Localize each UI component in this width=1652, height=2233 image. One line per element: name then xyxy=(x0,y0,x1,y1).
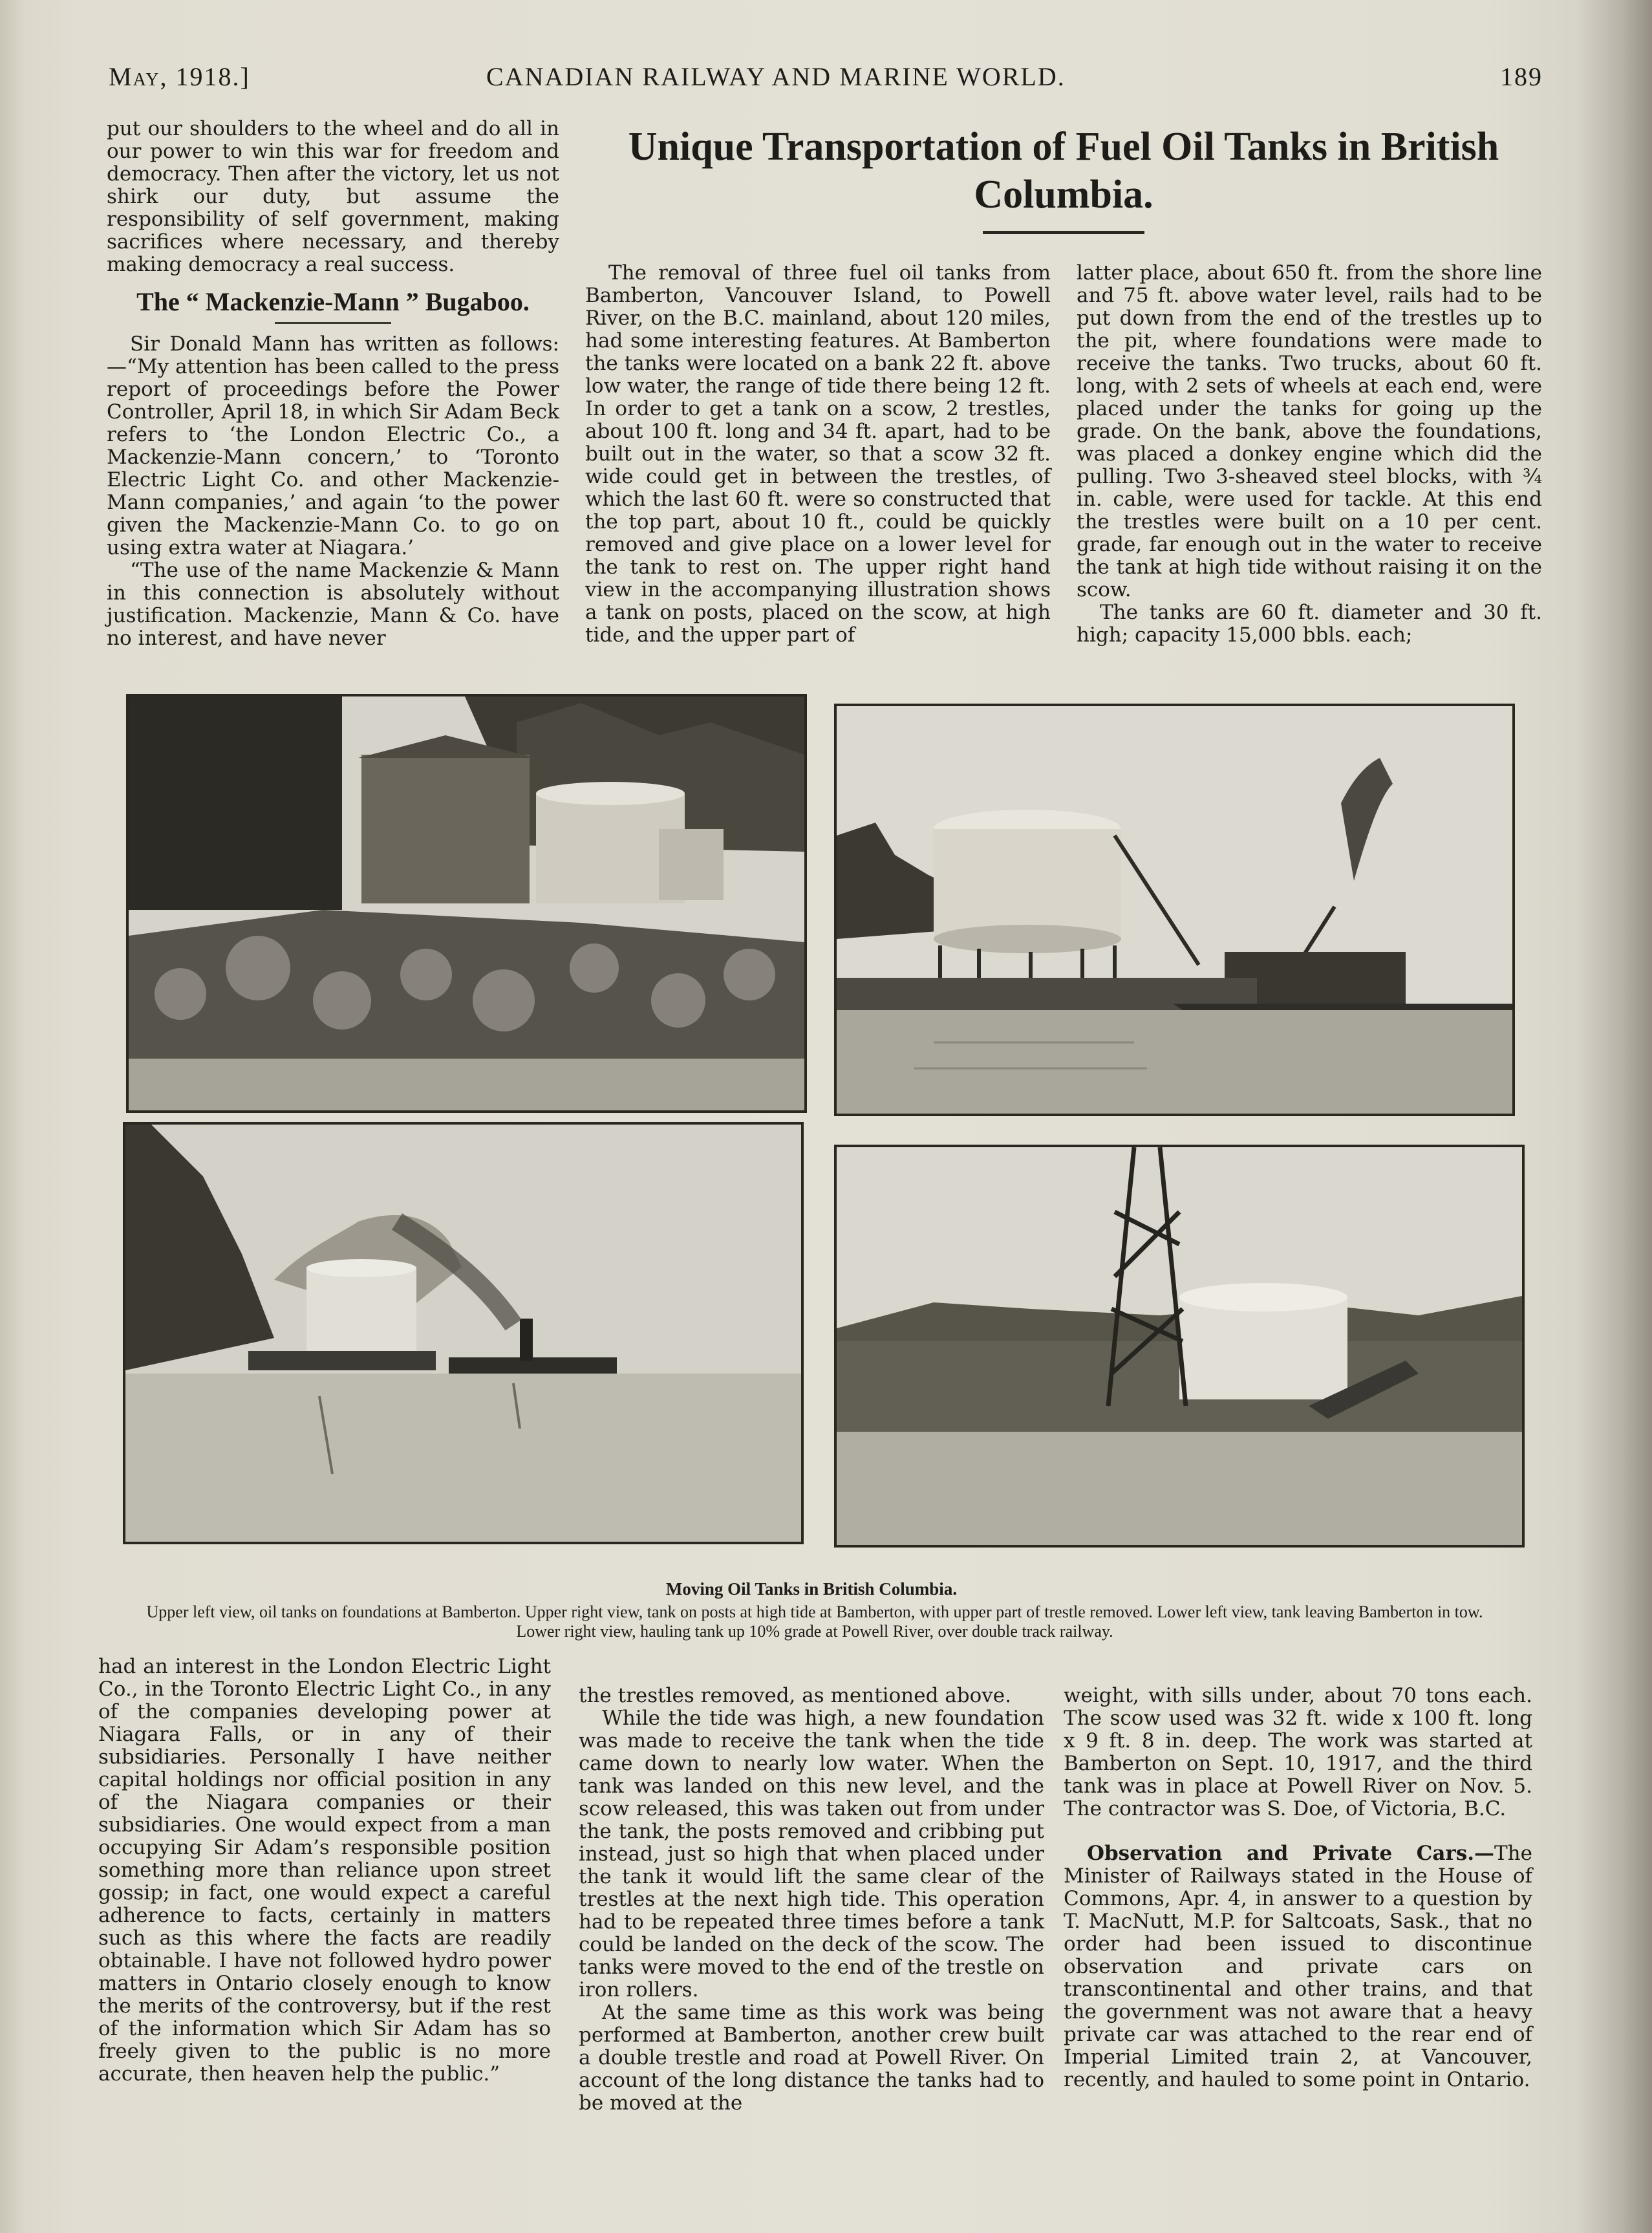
header-page-number: 189 xyxy=(1500,62,1543,91)
paragraph: weight, with sills under, about 70 tons each. The scow used was 32 ft. wide x 100 ft. long x 9 ft. 8 in. deep. The work was started at Bamberton on Sept. 10, 1917, and the third tank was in place at Powell River on Nov. 5. The contractor was S. Doe, of Victoria, B.C. xyxy=(1064,1684,1532,1820)
observation-body: The Minister of Railways stated in the House of Commons, Apr. 4, in answer to a question by T. MacNutt, M.P. for Saltcoats, Sask., that no order had been issued to discontinue observation and private cars on transcontinental and other trains, and that the government was not aware that a heavy private car was attached to the rear end of Imperial Limited train 2, at Vancouver, recently, and hauled to some point in Ontario. xyxy=(1064,1842,1532,2091)
paragraph: the trestles removed, as mentioned above. xyxy=(579,1684,1011,1707)
paragraph: had an interest in the London Electric Light Co., in the Toronto Electric Light Co., in any of the companies developing power at Niagara Falls, or in any of their subsidiaries. Personally I have neither capital holdings nor official position in any of the Niagara companies or their subsidiaries. One would expect from a man occupying Sir Adam’s responsible position something more than reliance upon street gossip; in fact, one would expect a careful adherence to facts, certainly in matters such as this where the facts are readily obtainable. I have not followed hydro power matters in Ontario closely enough to know the merits of the controversy, but if the rest of the information which Sir Adam has so freely given to the public is no more accurate, then heaven help the public.” xyxy=(98,1655,551,2086)
article-column-right-bottom xyxy=(1064,1685,1532,2091)
photo-tanks-on-foundations xyxy=(126,694,807,1113)
paragraph: The removal of three fuel oil tanks from Bamberton, Vancouver Island, to Powell River, on the B.C. mainland, about 120 miles, had some interesting features. At Bamberton the tanks were located on a bank 22 ft. above low water, the range of tide there being 12 ft. In order to get a tank on a scow, 2 trestles, about 100 ft. long and 34 ft. apart, had to be built out in the water, so that a scow 32 ft. wide could get in between the trestles, of which the last 60 ft. were so constructed that the top part, about 10 ft., could be quickly removed and give place on a lower level for the tank to rest on. The upper right hand view in the accompanying illustration shows a tank on posts, placed on the scow, at high tide, and the upper part of xyxy=(585,261,1051,647)
paragraph: The tanks are 60 ft. diameter and 30 ft. high; capacity 15,000 bbls. each; xyxy=(1077,601,1542,647)
article-column-right-top xyxy=(1077,262,1542,647)
paragraph: put our shoulders to the wheel and do all in our power to win this war for freedom and democracy. Then after the victory, let us not shirk our duty, but assume the responsibility of self government, making sacrifices where necessary, and thereby making democracy a real success. xyxy=(107,117,559,276)
paragraph: Sir Donald Mann has written as follows:—“My attention has been called to the press report of proceedings before the Power Controller, April 18, in which Sir Adam Beck refers to ‘the London Electric Co., a Mackenzie-Mann concern,’ to ‘Toronto Electric Light Co. and other Mackenzie-Mann companies,’ and again ‘to the power given the Mackenzie-Mann Co. to go on using extra water at Niagara.’ xyxy=(107,332,559,559)
left-column-top xyxy=(107,118,559,650)
paragraph: “The use of the name Mackenzie & Mann in this connection is absolutely without justification. Mackenzie, Mann & Co. have no interest, and have never xyxy=(107,559,559,650)
observation-heading: Observation and Private Cars.— xyxy=(1087,1842,1494,1865)
figure-caption-title: Moving Oil Tanks in British Columbia. xyxy=(665,1579,958,1599)
paragraph: While the tide was high, a new foundation was made to receive the tank when the tide came down to nearly low water. When the tank was landed on this new level, and the scow released, this was taken out from under the tank, the posts removed and cribbing put instead, just so high that when placed under the tank it would lift the same clear of the trestles at the next high tide. This operation had to be repeated three times before a tank could be landed on the deck of the scow. The tanks were moved to the end of the trestle on iron rollers. xyxy=(579,1707,1044,2001)
article-column-middle-bottom xyxy=(579,1685,1044,2115)
header-date: May, 1918.] xyxy=(109,62,250,91)
left-column-bottom xyxy=(98,1656,551,2086)
article-column-middle-top xyxy=(585,262,1051,647)
photo-tank-on-posts-high-tide xyxy=(834,704,1515,1116)
paragraph: latter place, about 650 ft. from the shore line and 75 ft. above water level, rails had to be put down from the end of the trestles up to the pit, where foundations were made to receive the tanks. Two trucks, about 60 ft. long, with 2 sets of wheels at each end, were placed under the tanks for going up the grade. On the bank, above the foundations, was placed a donkey engine which did the pulling. Two 3-sheaved steel blocks, with ¾ in. cable, were used for tackle. At this end the trestles were built on a 10 per cent. grade, far enough out in the water to receive the tank at high tide without raising it on the scow. xyxy=(1077,261,1542,601)
photo-tank-leaving-in-tow xyxy=(123,1122,804,1544)
divider xyxy=(275,322,391,324)
photo-hauling-tank-up-grade xyxy=(834,1145,1525,1548)
page-edge-shadow xyxy=(1578,0,1652,2233)
observation-paragraph xyxy=(1064,1842,1532,2091)
header-journal-title: CANADIAN RAILWAY AND MARINE WORLD. xyxy=(486,62,1066,91)
figure-caption: Upper left view, oil tanks on foundations at Bamberton. Upper right view, tank on posts at high tide at Bamberton, with upper part of trestle removed. Lower left view, tank leaving Bamberton in tow. Lower right view, hauling tank up 10% grade at Powell River, over double track railway. xyxy=(146,1602,1483,1641)
article-title: Unique Transportation of Fuel Oil Tanks in British Columbia. xyxy=(628,125,1499,217)
section-heading: The “ Mackenzie-Mann ” Bugaboo. xyxy=(136,287,530,316)
title-divider xyxy=(983,231,1144,234)
paragraph: At the same time as this work was being performed at Bamberton, another crew built a double trestle and road at Powell River. On account of the long distance the tanks had to be moved at the xyxy=(579,2001,1044,2115)
